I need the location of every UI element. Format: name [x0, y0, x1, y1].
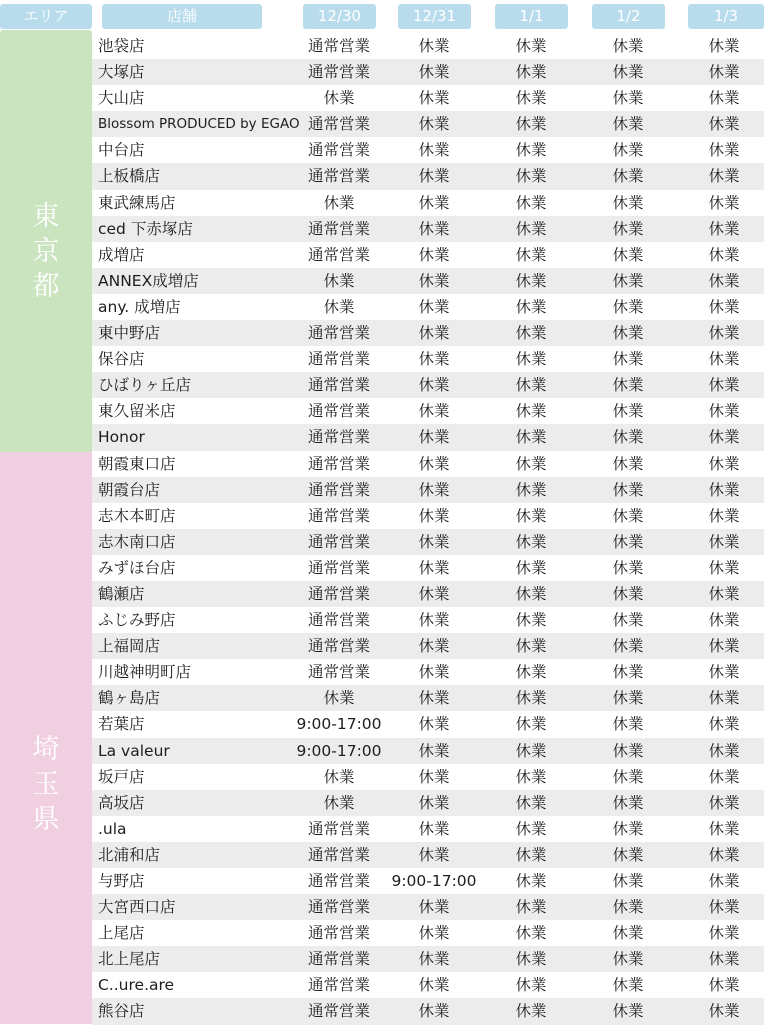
day-status: 通常営業: [307, 950, 370, 969]
day-status: 休業: [708, 167, 740, 186]
table-row: [92, 529, 764, 555]
day-status: 通常営業: [307, 898, 370, 917]
table-row: [92, 633, 764, 659]
day-status: 9:00-17:00: [296, 715, 382, 734]
day-status: 休業: [708, 506, 740, 525]
table-row: [92, 920, 764, 946]
store-name: 川越神明町店: [98, 663, 192, 682]
day-status: 休業: [612, 506, 644, 525]
day-status: 休業: [418, 819, 450, 838]
day-status: 休業: [612, 271, 644, 290]
day-status: 休業: [418, 376, 450, 395]
day-status: 休業: [418, 245, 450, 264]
day-status: 休業: [515, 532, 547, 551]
day-status: 通常営業: [307, 245, 370, 264]
table-row: [92, 555, 764, 581]
area-char: 埼: [32, 734, 60, 765]
table-row: [92, 372, 764, 398]
day-status: 休業: [515, 976, 547, 995]
store-name: 池袋店: [98, 37, 145, 55]
day-status: 休業: [708, 715, 740, 734]
store-name: 大塚店: [98, 63, 145, 82]
day-status: 休業: [418, 558, 450, 577]
day-status: 休業: [515, 1002, 547, 1021]
table-row: [92, 268, 764, 294]
day-status: 休業: [612, 584, 644, 603]
store-name: 志木本町店: [98, 506, 176, 525]
day-status: 休業: [708, 689, 740, 708]
store-name: 上尾店: [98, 924, 145, 943]
store-name: 中台店: [98, 141, 145, 160]
day-status: 休業: [418, 950, 450, 969]
table-row: [92, 998, 764, 1024]
table-row: [92, 294, 764, 320]
day-status: 休業: [418, 767, 450, 786]
day-status: 休業: [515, 506, 547, 525]
day-status: 通常営業: [307, 663, 370, 682]
day-status: 通常営業: [307, 532, 370, 551]
area-char: 都: [32, 271, 60, 302]
day-status: 通常営業: [307, 167, 370, 186]
day-status: 休業: [418, 297, 450, 316]
day-status: 休業: [515, 924, 547, 943]
table-row: [92, 685, 764, 711]
day-status: 休業: [515, 715, 547, 734]
day-status: 休業: [612, 428, 644, 447]
table-row: [92, 816, 764, 842]
table-row: [92, 242, 764, 268]
day-status: 休業: [515, 245, 547, 264]
day-status: 休業: [323, 793, 355, 812]
day-status: 休業: [708, 428, 740, 447]
day-status: 休業: [612, 637, 644, 656]
day-status: 通常営業: [307, 480, 370, 499]
store-name: ANNEX成増店: [98, 271, 199, 290]
day-status: 休業: [612, 63, 644, 82]
day-status: 休業: [708, 767, 740, 786]
day-status: 休業: [612, 324, 644, 343]
day-status: 休業: [515, 376, 547, 395]
day-status: 休業: [708, 245, 740, 264]
day-status: 休業: [612, 689, 644, 708]
day-status: 休業: [612, 297, 644, 316]
day-status: 休業: [708, 115, 740, 134]
day-status: 休業: [323, 193, 355, 212]
day-status: 休業: [708, 37, 740, 55]
day-status: 休業: [323, 767, 355, 786]
day-status: 休業: [612, 872, 644, 890]
header-date-1231: 12/31: [398, 4, 471, 29]
day-status: 休業: [708, 872, 740, 890]
day-status: 休業: [708, 637, 740, 656]
table-row: [92, 738, 764, 764]
table-row: [92, 33, 764, 59]
store-name: La valeur: [98, 741, 170, 760]
day-status: 休業: [418, 271, 450, 290]
day-status: 休業: [515, 63, 547, 82]
store-name: 鶴ヶ島店: [98, 689, 161, 708]
day-status: 休業: [418, 402, 450, 421]
day-status: 休業: [418, 611, 450, 630]
day-status: 通常営業: [307, 376, 370, 395]
store-name: 北浦和店: [98, 845, 161, 864]
day-status: 通常営業: [307, 63, 370, 82]
day-status: 休業: [708, 741, 740, 760]
day-status: 通常営業: [307, 611, 370, 630]
table-row: [92, 398, 764, 424]
store-name: 東久留米店: [98, 402, 176, 421]
day-status: 休業: [612, 715, 644, 734]
day-status: 休業: [515, 793, 547, 812]
day-status: 通常営業: [307, 37, 370, 55]
day-status: 通常営業: [307, 219, 370, 238]
day-status: 休業: [708, 976, 740, 995]
day-status: 休業: [515, 898, 547, 917]
table-row: [92, 163, 764, 189]
day-status: 休業: [418, 793, 450, 812]
header-date-0101: 1/1: [495, 4, 568, 29]
day-status: 休業: [418, 845, 450, 864]
store-name: C..ure.are: [98, 976, 175, 995]
day-status: 通常営業: [307, 141, 370, 160]
day-status: 休業: [515, 611, 547, 630]
area-label-saitama: [0, 732, 92, 837]
day-status: 休業: [612, 454, 644, 473]
day-status: 休業: [323, 689, 355, 708]
day-status: 休業: [515, 324, 547, 343]
day-status: 休業: [515, 663, 547, 682]
area-char: 県: [32, 804, 60, 835]
day-status: 休業: [612, 141, 644, 160]
day-status: 休業: [418, 584, 450, 603]
area-char: 玉: [32, 769, 60, 800]
day-status: 通常営業: [307, 1002, 370, 1021]
day-status: 休業: [612, 89, 644, 108]
day-status: 休業: [612, 793, 644, 812]
day-status: 休業: [708, 350, 740, 369]
table-row: [92, 346, 764, 372]
store-name: 東武練馬店: [98, 193, 176, 212]
day-status: 休業: [708, 663, 740, 682]
store-name: Honor: [98, 428, 145, 447]
day-status: 休業: [418, 428, 450, 447]
day-status: 休業: [418, 898, 450, 917]
store-name: 上板橋店: [98, 167, 161, 186]
day-status: 休業: [612, 219, 644, 238]
day-status: 休業: [323, 271, 355, 290]
day-status: 休業: [612, 480, 644, 499]
day-status: 休業: [418, 454, 450, 473]
day-status: 休業: [708, 1002, 740, 1021]
day-status: 休業: [418, 663, 450, 682]
day-status: 通常営業: [307, 924, 370, 943]
day-status: 休業: [612, 402, 644, 421]
table-row: [92, 59, 764, 85]
day-status: 休業: [515, 741, 547, 760]
day-status: 休業: [708, 819, 740, 838]
day-status: 通常営業: [307, 872, 370, 890]
day-status: 休業: [418, 89, 450, 108]
day-status: 休業: [708, 898, 740, 917]
day-status: 休業: [515, 558, 547, 577]
day-status: 休業: [515, 402, 547, 421]
day-status: 休業: [612, 532, 644, 551]
day-status: 休業: [515, 219, 547, 238]
day-status: 休業: [612, 663, 644, 682]
day-status: 休業: [418, 141, 450, 160]
table-row: [92, 424, 764, 450]
table-row: [92, 137, 764, 163]
day-status: 休業: [708, 324, 740, 343]
day-status: 休業: [515, 89, 547, 108]
day-status: 休業: [612, 924, 644, 943]
day-status: 休業: [708, 193, 740, 212]
day-status: 休業: [708, 376, 740, 395]
table-row: [92, 111, 764, 137]
day-status: 休業: [323, 297, 355, 316]
day-status: 休業: [612, 898, 644, 917]
day-status: 休業: [708, 63, 740, 82]
table-row: [92, 946, 764, 972]
day-status: 休業: [708, 950, 740, 969]
table-row: [92, 190, 764, 216]
table-row: [92, 477, 764, 503]
day-status: 休業: [515, 350, 547, 369]
day-status: 休業: [515, 271, 547, 290]
day-status: 休業: [612, 167, 644, 186]
day-status: 通常営業: [307, 637, 370, 656]
day-status: 9:00-17:00: [391, 872, 477, 890]
day-status: 休業: [612, 950, 644, 969]
table-row: [92, 320, 764, 346]
day-status: 休業: [418, 689, 450, 708]
table-row: [92, 894, 764, 920]
day-status: 休業: [612, 193, 644, 212]
day-status: 休業: [515, 167, 547, 186]
table-row: [92, 868, 764, 894]
day-status: 休業: [708, 480, 740, 499]
day-status: 休業: [612, 245, 644, 264]
day-status: 通常営業: [307, 402, 370, 421]
day-status: 休業: [612, 741, 644, 760]
table-row: [92, 503, 764, 529]
day-status: 休業: [418, 167, 450, 186]
day-status: 休業: [515, 845, 547, 864]
store-name: みずほ台店: [98, 558, 176, 577]
day-status: 休業: [515, 193, 547, 212]
day-status: 休業: [515, 689, 547, 708]
day-status: 通常営業: [307, 976, 370, 995]
store-name: 若葉店: [98, 715, 145, 734]
day-status: 通常営業: [307, 454, 370, 473]
day-status: 休業: [612, 376, 644, 395]
day-status: 9:00-17:00: [296, 741, 382, 760]
day-status: 休業: [515, 141, 547, 160]
day-status: 休業: [515, 584, 547, 603]
day-status: 休業: [515, 480, 547, 499]
day-status: 休業: [612, 819, 644, 838]
day-status: 休業: [515, 428, 547, 447]
day-status: 休業: [418, 115, 450, 134]
day-status: 休業: [708, 845, 740, 864]
table-row: [92, 216, 764, 242]
day-status: 休業: [515, 115, 547, 134]
day-status: 休業: [418, 976, 450, 995]
day-status: 通常営業: [307, 324, 370, 343]
store-name: 坂戸店: [98, 767, 145, 786]
day-status: 休業: [708, 141, 740, 160]
day-status: 通常営業: [307, 506, 370, 525]
day-status: 休業: [708, 271, 740, 290]
table-row: [92, 842, 764, 868]
day-status: 休業: [612, 976, 644, 995]
day-status: 休業: [708, 611, 740, 630]
header-date-0103: 1/3: [688, 4, 764, 29]
table-row: [92, 581, 764, 607]
day-status: 通常営業: [307, 819, 370, 838]
day-status: 休業: [418, 924, 450, 943]
day-status: 休業: [708, 793, 740, 812]
area-char: 東: [32, 201, 60, 232]
table-row: [92, 85, 764, 111]
table-row: [92, 659, 764, 685]
day-status: 休業: [708, 89, 740, 108]
day-status: 通常営業: [307, 350, 370, 369]
store-name: ced 下赤塚店: [98, 219, 193, 238]
store-name: 成増店: [98, 245, 145, 264]
store-name: 東中野店: [98, 324, 161, 343]
store-name: Blossom PRODUCED by EGAO: [98, 116, 300, 133]
day-status: 休業: [612, 767, 644, 786]
area-char: 京: [32, 236, 60, 267]
day-status: 休業: [515, 297, 547, 316]
store-name: 熊谷店: [98, 1002, 145, 1021]
day-status: 休業: [708, 219, 740, 238]
day-status: 通常営業: [307, 845, 370, 864]
store-name: 北上尾店: [98, 950, 161, 969]
table-row: [92, 711, 764, 737]
day-status: 休業: [612, 558, 644, 577]
day-status: 通常営業: [307, 428, 370, 447]
day-status: 休業: [418, 506, 450, 525]
day-status: 休業: [612, 350, 644, 369]
schedule-table: [92, 33, 764, 1025]
store-name: 鶴瀬店: [98, 584, 145, 603]
day-status: 休業: [612, 37, 644, 55]
day-status: 休業: [418, 637, 450, 656]
store-name: .ula: [98, 819, 127, 838]
day-status: 休業: [515, 454, 547, 473]
store-name: 保谷店: [98, 350, 145, 369]
header-area: エリア: [0, 4, 92, 29]
day-status: 通常営業: [307, 115, 370, 134]
day-status: 休業: [418, 350, 450, 369]
store-name: ふじみ野店: [98, 611, 176, 630]
table-row: [92, 790, 764, 816]
header-date-1230: 12/30: [303, 4, 376, 29]
store-name: ひばりヶ丘店: [98, 376, 192, 395]
table-row: [92, 451, 764, 477]
day-status: 休業: [708, 297, 740, 316]
table-row: [92, 607, 764, 633]
store-name: 高坂店: [98, 793, 145, 812]
store-name: 上福岡店: [98, 637, 161, 656]
day-status: 休業: [708, 558, 740, 577]
day-status: 休業: [515, 767, 547, 786]
store-name: 大山店: [98, 89, 145, 108]
header-store: 店舗: [102, 4, 262, 29]
table-row: [92, 972, 764, 998]
day-status: 休業: [418, 480, 450, 499]
day-status: 休業: [515, 819, 547, 838]
store-name: 朝霞東口店: [98, 454, 176, 473]
store-name: 与野店: [98, 872, 145, 890]
day-status: 休業: [323, 89, 355, 108]
day-status: 休業: [418, 715, 450, 734]
table-row: [92, 764, 764, 790]
area-label-tokyo: [0, 199, 92, 304]
day-status: 休業: [612, 611, 644, 630]
day-status: 休業: [418, 37, 450, 55]
day-status: 休業: [418, 324, 450, 343]
day-status: 休業: [708, 584, 740, 603]
day-status: 休業: [515, 872, 547, 890]
day-status: 休業: [515, 637, 547, 656]
day-status: 休業: [708, 402, 740, 421]
day-status: 通常営業: [307, 558, 370, 577]
store-name: any. 成増店: [98, 297, 181, 316]
day-status: 休業: [708, 924, 740, 943]
day-status: 休業: [418, 741, 450, 760]
day-status: 休業: [708, 532, 740, 551]
day-status: 休業: [418, 532, 450, 551]
header-date-0102: 1/2: [592, 4, 665, 29]
day-status: 休業: [612, 845, 644, 864]
day-status: 休業: [418, 193, 450, 212]
store-name: 大宮西口店: [98, 898, 176, 917]
day-status: 通常営業: [307, 584, 370, 603]
day-status: 休業: [515, 950, 547, 969]
day-status: 休業: [515, 37, 547, 55]
day-status: 休業: [612, 115, 644, 134]
store-name: 朝霞台店: [98, 480, 161, 499]
day-status: 休業: [708, 454, 740, 473]
day-status: 休業: [418, 63, 450, 82]
day-status: 休業: [418, 1002, 450, 1021]
day-status: 休業: [612, 1002, 644, 1021]
store-name: 志木南口店: [98, 532, 176, 551]
day-status: 休業: [418, 219, 450, 238]
